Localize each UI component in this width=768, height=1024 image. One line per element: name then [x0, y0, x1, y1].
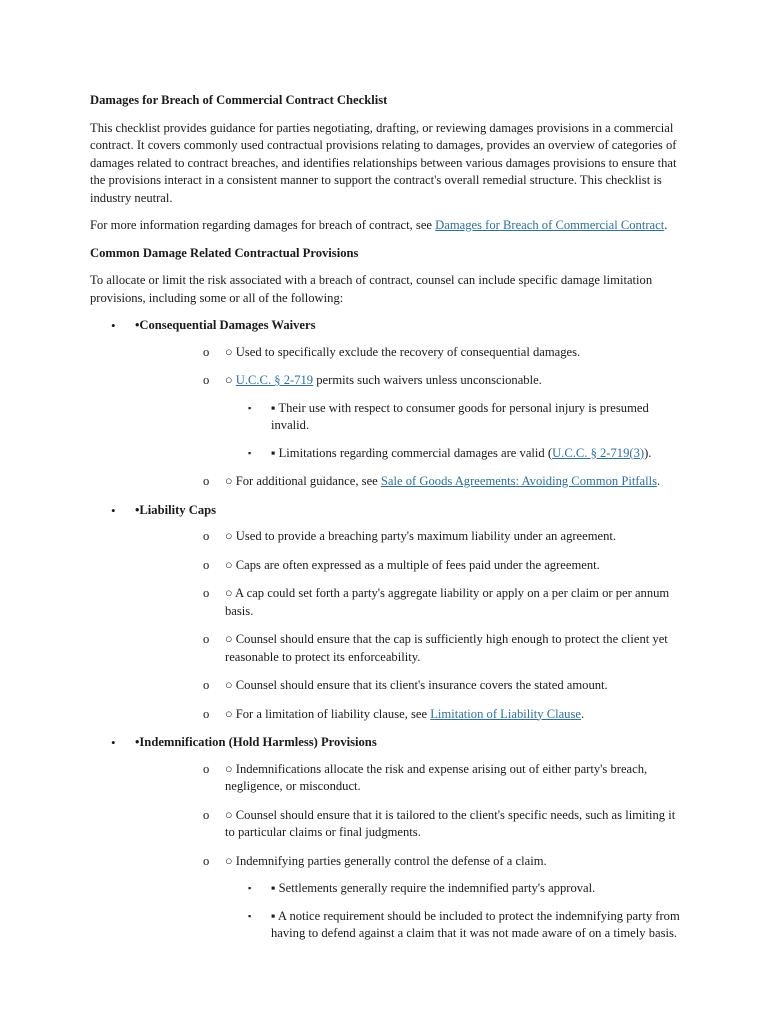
list-item-prefix: ▪ Limitations regarding commercial damages are valid ( — [271, 445, 553, 460]
list-item-suffix: . — [657, 474, 661, 488]
section-heading: Common Damage Related Contractual Provisions — [90, 245, 359, 260]
list-item-liability — [90, 502, 680, 724]
list-item — [135, 528, 680, 546]
square-marker: ▪ — [248, 447, 252, 458]
list-item — [135, 557, 680, 575]
damages-breach-link[interactable]: Damages for Breach of Commercial Contract — [435, 218, 665, 232]
intro-paragraph: This checklist provides guidance for parties negotiating, drafting, or reviewing damages provisions in a commercial contract. It covers commonly used contractual provisions relating to damages, provides an overview of categories of damages related to contract breaches, and identifies relationships between various damages provisions to ensure that the provisions interact in a consistent manner to support the contract's overall remedial structure. This checklist is industry neutral. — [90, 120, 677, 205]
list-item — [135, 706, 680, 724]
bullet-marker: • — [111, 502, 116, 518]
bullet-marker: • — [111, 318, 116, 333]
indemnification-sublist — [135, 761, 680, 943]
list-item-text: ○ Indemnifications allocate the risk and expense arising out of either party's breach, negligence, or misconduct. — [225, 761, 648, 793]
circle-marker: o — [203, 474, 210, 488]
list-item-prefix: ○ For additional guidance, see — [225, 474, 381, 488]
list-item — [135, 807, 680, 842]
list-item-prefix: ○ — [225, 373, 236, 387]
list-item-text: ▪ Their use with respect to consumer goods for personal injury is presumed invalid. — [271, 400, 649, 432]
list-item — [135, 631, 680, 666]
list-item-text: ○ Used to specifically exclude the recovery of consequential damages. — [225, 344, 581, 359]
liability-heading: •Liability Caps — [135, 502, 217, 517]
document-title: Damages for Breach of Commercial Contract Checklist — [90, 93, 388, 107]
circle-marker: o — [203, 678, 210, 692]
list-item — [135, 473, 680, 491]
limitation-of-liability-link[interactable]: Limitation of Liability Clause — [430, 706, 581, 721]
list-item — [135, 585, 680, 620]
list-item-consequential — [90, 317, 680, 491]
more-info-prefix: For more information regarding damages for breach of contract, see — [90, 218, 436, 232]
list-item — [135, 761, 680, 796]
list-item-text: ○ A cap could set forth a party's aggregate liability or apply on a per claim or per annum basis. — [225, 586, 670, 618]
circle-marker: o — [203, 586, 210, 600]
list-item — [135, 880, 680, 898]
list-item-suffix: permits such waivers unless unconscionable. — [313, 373, 542, 387]
defense-sublist — [225, 880, 680, 943]
more-info-paragraph — [90, 217, 680, 235]
square-marker: ▪ — [248, 402, 252, 413]
list-item-suffix: . — [580, 706, 585, 721]
consequential-sublist — [135, 344, 680, 491]
list-item — [135, 344, 680, 362]
ucc-2-719-3-link[interactable]: U.C.C. § 2-719(3) — [552, 445, 645, 460]
circle-marker: o — [203, 807, 210, 822]
more-info-suffix: . — [664, 218, 668, 232]
list-item-text: ○ Counsel should ensure that it is tailored to the client's specific needs, such as limiting it to particular claims or final judgments. — [225, 807, 676, 839]
circle-marker: o — [203, 761, 210, 776]
list-item-text: ○ Indemnifying parties generally control the defense of a claim. — [225, 853, 547, 868]
circle-marker: o — [203, 853, 210, 868]
list-item-text: ○ Caps are often expressed as a multiple of fees paid under the agreement. — [225, 557, 600, 572]
list-item-text: ○ Used to provide a breaching party's maximum liability under an agreement. — [225, 529, 617, 543]
square-marker: ▪ — [248, 910, 252, 921]
list-item-suffix: ). — [644, 445, 652, 460]
consequential-heading: •Consequential Damages Waivers — [135, 318, 316, 332]
list-item-indemnification — [90, 734, 680, 943]
bullet-marker: • — [111, 735, 116, 750]
circle-marker: o — [203, 632, 210, 646]
square-marker: ▪ — [248, 883, 252, 893]
ucc-2-719-link[interactable]: U.C.C. § 2-719 — [235, 373, 314, 387]
list-item — [135, 400, 680, 435]
list-item — [135, 677, 680, 695]
liability-sublist — [135, 528, 680, 723]
list-item-prefix: ○ For a limitation of liability clause, see — [225, 706, 431, 721]
indemnification-heading: •Indemnification (Hold Harmless) Provisions — [135, 735, 377, 749]
list-item-text: ▪ A notice requirement should be included to protect the indemnifying party from having to defend against a claim that it was not made aware of on a timely basis. — [271, 908, 680, 940]
list-item-text: ▪ Settlements generally require the indemnified party's approval. — [271, 881, 596, 895]
circle-marker: o — [203, 344, 210, 359]
list-item — [135, 372, 680, 462]
sale-of-goods-link[interactable]: Sale of Goods Agreements: Avoiding Common Pitfalls — [380, 474, 658, 488]
circle-marker: o — [203, 529, 210, 543]
list-item-text: ○ Counsel should ensure that its client's insurance covers the stated amount. — [225, 678, 608, 692]
section-intro: To allocate or limit the risk associated with a breach of contract, counsel can include specific damage limitation provisions, including some or all of the following: — [90, 273, 653, 305]
ucc-sublist — [225, 400, 680, 463]
list-item — [135, 908, 680, 943]
list-item-text: ○ Counsel should ensure that the cap is sufficiently high enough to protect the client yet reasonable to protect its enforceability. — [225, 632, 668, 664]
circle-marker: o — [203, 706, 210, 721]
list-item — [135, 853, 680, 943]
circle-marker: o — [203, 373, 210, 387]
document-body — [90, 92, 680, 954]
provisions-list — [90, 317, 680, 943]
circle-marker: o — [203, 557, 210, 572]
list-item — [135, 445, 680, 463]
